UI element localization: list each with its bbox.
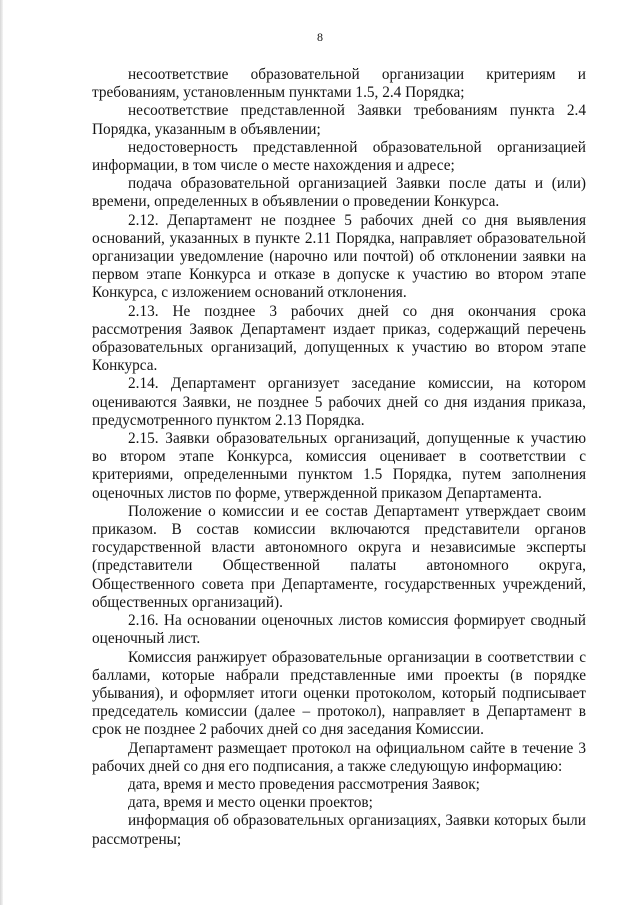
document-body [92,66,586,849]
paragraph: 2.15. Заявки образовательных организаций, допущенные к участию во втором этапе Конкурса, комиссия оценивает в соответствии с критериями, определенными пунктом 1.5 Порядка, путем заполнения оценочных листов по форме, утвержденной приказом Департамента. [92,430,586,502]
paragraph: Департамент размещает протокол на официальном сайте в течение 3 рабочих дней со дня его подписания, а также следующую информацию: [92,739,586,775]
paragraph: дата, время и место оценки проектов; [128,794,373,812]
paragraph: Положение о комиссии и ее состав Департамент утверждает своим приказом. В состав комиссии включаются представители органов государственной власти автономного округа и независимые эксперты (представители Общественной палаты автономного округа, Общественного совета при Департаменте, государственных учреждений, общественных организаций). [92,502,586,611]
paragraph: информация об образовательных организациях, Заявки которых были рассмотрены; [92,812,586,848]
paragraph: дата, время и место проведения рассмотрения Заявок; [128,775,480,793]
paragraph: недостоверность представленной образовательной организацией информации, в том числе о месте нахождения и адресе; [92,138,586,175]
paragraph: 2.12. Департамент не позднее 5 рабочих дней со дня выявления оснований, указанных в пункте 2.11 Порядка, направляет образовательной организации уведомление (нарочно или почтой) об отклонении заявки на первом этапе Конкурса и отказе в допуске к участию во втором этапе Конкурса, с изложением оснований отклонения. [92,211,586,302]
paragraph: подача образовательной организацией Заявки после даты и (или) времени, определенных в объявлении о проведении Конкурса. [92,175,586,211]
paragraph: несоответствие представленной Заявки требованиям пункта 2.4 Порядка, указанным в объявлении; [92,102,586,138]
paragraph: 2.16. На основании оценочных листов комиссия формирует сводный оценочный лист. [92,612,586,648]
paragraph: 2.13. Не позднее 3 рабочих дней со дня окончания срока рассмотрения Заявок Департамент издает приказ, содержащий перечень образовательных организаций, допущенных к участию во втором этапе Конкурса. [92,302,586,375]
scan-edge [0,0,3,905]
paragraph: Комиссия ранжирует образовательные организации в соответствии с баллами, которые набрали представленные ими проекты (в порядке убывания), и оформляет итоги оценки протоколом, который подписывает председатель комиссии (далее – протокол), направляет в Департамент в срок не позднее 2 рабочих дней со дня заседания Комиссии. [92,648,586,739]
paragraph: 2.14. Департамент организует заседание комиссии, на котором оцениваются Заявки, не позднее 5 рабочих дней со дня издания приказа, предусмотренного пунктом 2.13 Порядка. [92,375,586,429]
page-number: 8 [317,30,323,44]
paragraph: несоответствие образовательной организации критериям и требованиям, установленным пунктами 1.5, 2.4 Порядка; [92,66,586,102]
